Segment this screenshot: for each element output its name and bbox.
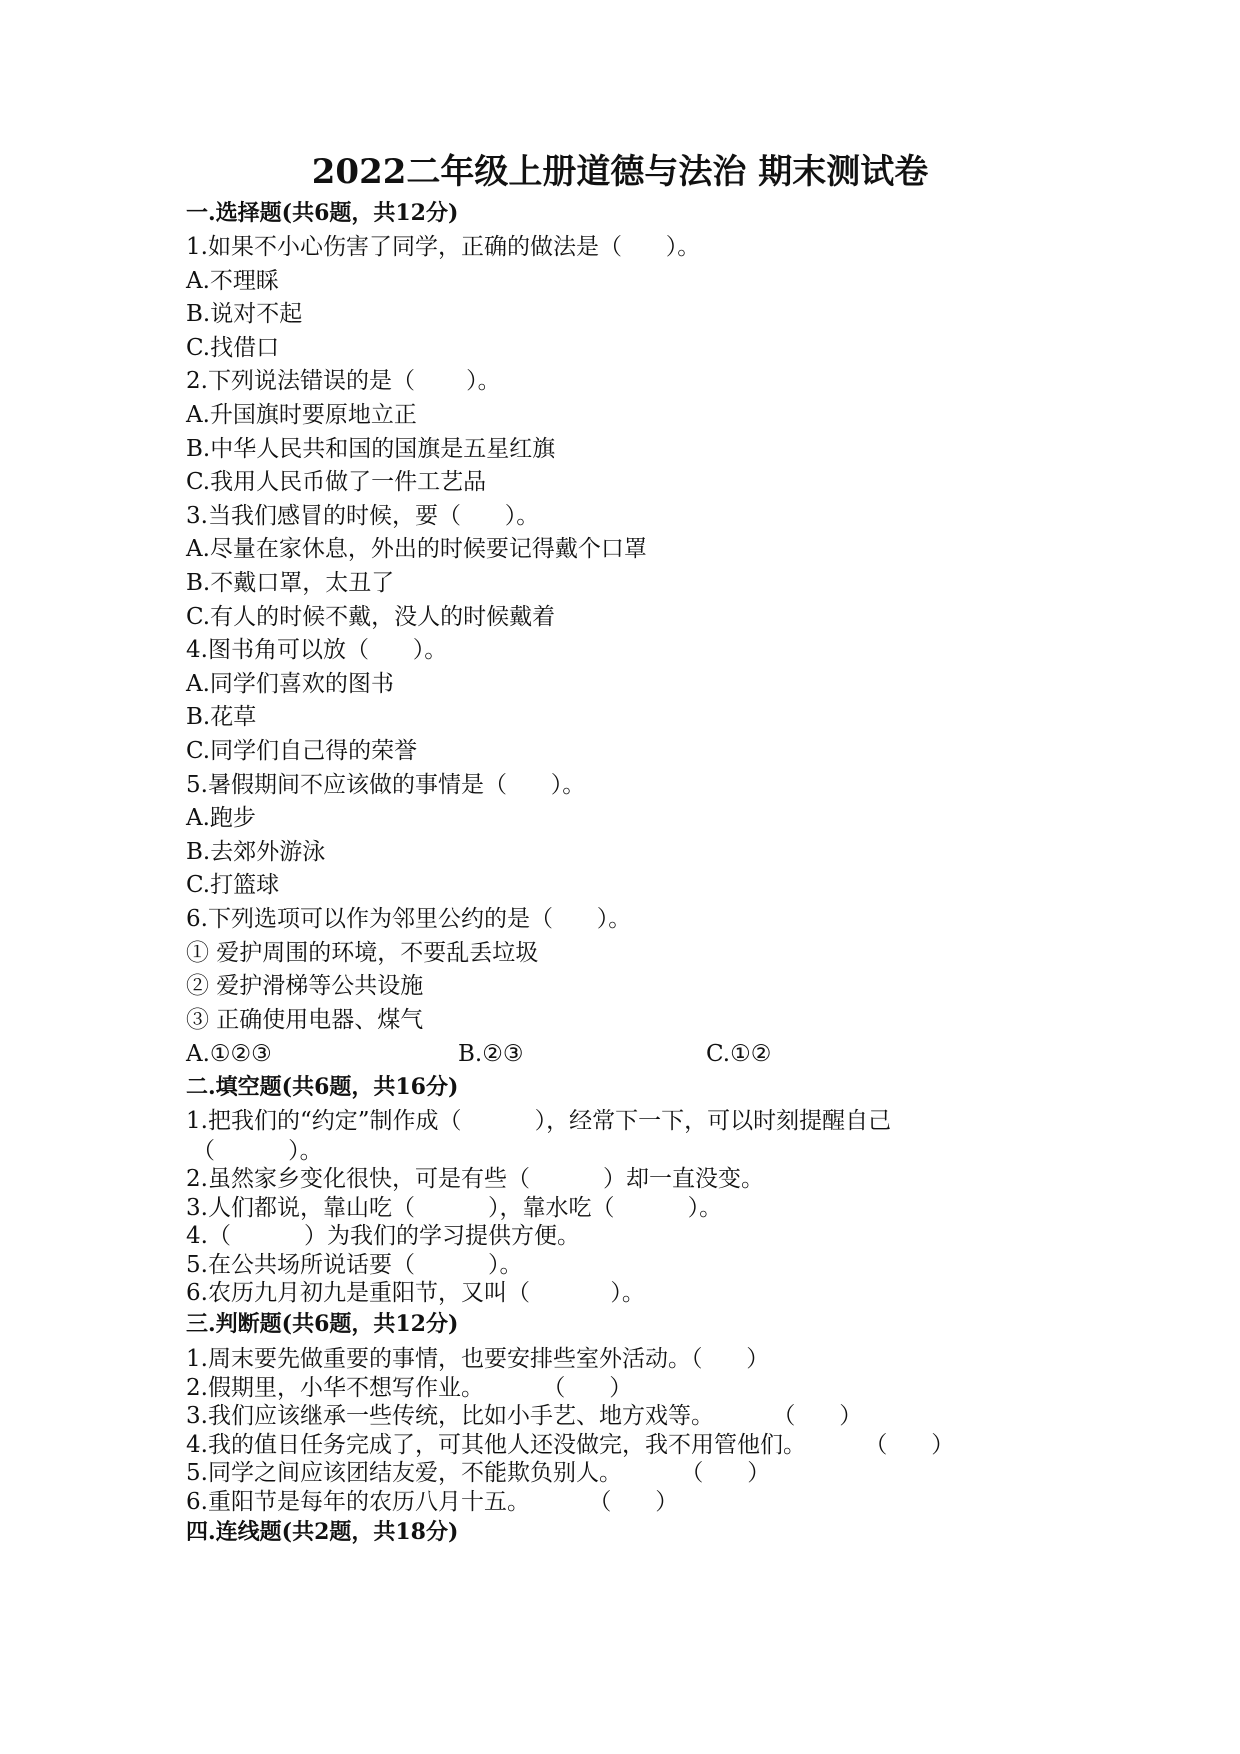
option-text: B.中华人民共和国的国旗是五星红旗 <box>186 436 556 462</box>
option-text: C.我用人民币做了一件工艺品 <box>186 469 487 495</box>
option-text: B.去郊外游泳 <box>186 839 326 865</box>
question-text: 1.周末要先做重要的事情，也要安排些室外活动。（ ） <box>186 1346 770 1372</box>
page-title: 2022二年级上册道德与法治 期末测试卷 <box>311 152 929 192</box>
option-text: B.②③ <box>458 1041 524 1067</box>
question-text: 4.图书角可以放（ ）。 <box>186 637 448 663</box>
question-text: 6.下列选项可以作为邻里公约的是（ ）。 <box>186 906 632 932</box>
option-text: A.①②③ <box>186 1041 272 1067</box>
option-text: B.说对不起 <box>186 301 303 327</box>
question-text: 3.人们都说，靠山吃（ ），靠水吃（ ）。 <box>186 1195 723 1221</box>
section-fill-heading: 二.填空题(共6题，共16分) <box>186 1074 459 1100</box>
option-text: A.尽量在家休息，外出的时候要记得戴个口罩 <box>186 536 647 562</box>
question-text: 3.我们应该继承一些传统，比如小手艺、地方戏等。 （ ） <box>186 1403 863 1429</box>
question-text: 2.假期里，小华不想写作业。 （ ） <box>186 1375 633 1401</box>
question-text: 5.在公共场所说话要（ ）。 <box>186 1252 523 1278</box>
statement-item: ① 爱护周围的环境，不要乱丢垃圾 <box>186 940 539 966</box>
question-text: 6.重阳节是每年的农历八月十五。 （ ） <box>186 1489 679 1515</box>
question-text: （ ）。 <box>192 1138 323 1164</box>
section-matching-heading: 四.连线题(共2题，共18分) <box>186 1519 459 1545</box>
question-text: 2.下列说法错误的是（ ）。 <box>186 368 501 394</box>
option-text: B.不戴口罩，太丑了 <box>186 570 395 596</box>
question-text: 1.把我们的“约定”制作成（ ），经常下一下，可以时刻提醒自己 <box>186 1108 892 1134</box>
question-text: 2.虽然家乡变化很快，可是有些（ ）却一直没变。 <box>186 1166 765 1192</box>
option-text: C.找借口 <box>186 335 280 361</box>
section-choice-heading: 一.选择题(共6题，共12分) <box>186 200 459 226</box>
question-text: 1.如果不小心伤害了同学，正确的做法是（ ）。 <box>186 234 701 260</box>
question-text: 4.（ ）为我们的学习提供方便。 <box>186 1223 581 1249</box>
option-text: B.花草 <box>186 704 257 730</box>
question-text: 5.暑假期间不应该做的事情是（ ）。 <box>186 772 586 798</box>
question-text: 4.我的值日任务完成了，可其他人还没做完，我不用管他们。 （ ） <box>186 1432 955 1458</box>
option-text: A.不理睬 <box>186 268 279 294</box>
option-text: C.有人的时候不戴，没人的时候戴着 <box>186 604 556 630</box>
option-text: C.打篮球 <box>186 872 280 898</box>
statement-item: ② 爱护滑梯等公共设施 <box>186 973 424 999</box>
option-text: C.同学们自己得的荣誉 <box>186 738 418 764</box>
question-text: 3.当我们感冒的时候，要（ ）。 <box>186 503 540 529</box>
question-text: 6.农历九月初九是重阳节，又叫（ ）。 <box>186 1280 645 1306</box>
section-judge-heading: 三.判断题(共6题，共12分) <box>186 1311 459 1337</box>
option-text: A.升国旗时要原地立正 <box>186 402 417 428</box>
option-text: A.跑步 <box>186 805 256 831</box>
option-text: A.同学们喜欢的图书 <box>186 671 394 697</box>
statement-item: ③ 正确使用电器、煤气 <box>186 1007 424 1033</box>
question-text: 5.同学之间应该团结友爱，不能欺负别人。 （ ） <box>186 1460 771 1486</box>
option-text: C.①② <box>706 1041 772 1067</box>
